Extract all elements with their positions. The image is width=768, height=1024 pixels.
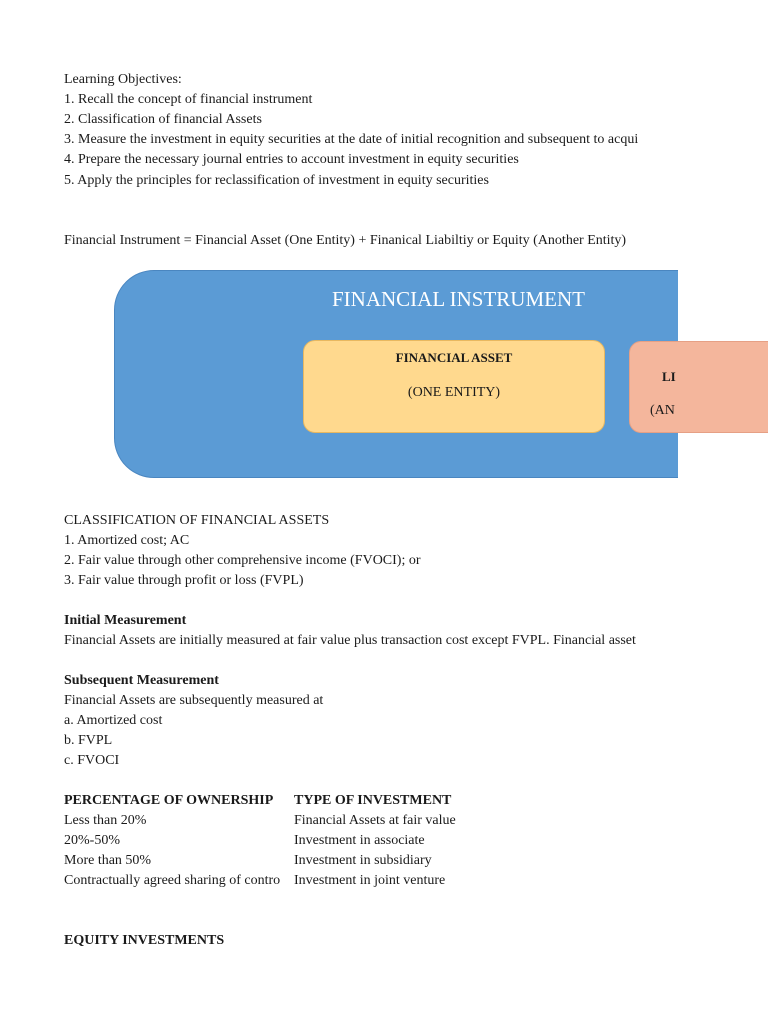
financial-liability-title: LI [662, 369, 676, 384]
financial-instrument-title: FINANCIAL INSTRUMENT [332, 287, 585, 311]
initial-measurement-heading: Initial Measurement [64, 613, 187, 628]
subsequent-item: a. Amortized cost [64, 713, 163, 728]
objectives-heading: Learning Objectives: [64, 72, 182, 87]
financial-liability-box [629, 341, 768, 433]
subsequent-measurement-intro: Financial Assets are subsequently measured at [64, 693, 324, 708]
classification-item: 3. Fair value through profit or loss (FVPL) [64, 573, 304, 588]
initial-measurement-text: Financial Assets are initially measured at fair value plus transaction cost except FVPL. Financial asset [64, 633, 636, 648]
financial-asset-title: FINANCIAL ASSET [395, 350, 513, 365]
financial-liability-subtitle: (AN [650, 403, 675, 418]
subsequent-item: c. FVOCI [64, 753, 120, 768]
classification-item: 2. Fair value through other comprehensive income (FVOCI); or [64, 553, 421, 568]
table-cell: Financial Assets at fair value [294, 813, 456, 828]
subsequent-measurement-heading: Subsequent Measurement [64, 673, 219, 688]
subsequent-item: b. FVPL [64, 733, 113, 748]
equation-text: Financial Instrument = Financial Asset (One Entity) + Finanical Liabiltiy or Equity (Another Entity) [64, 233, 627, 248]
table-header-type: TYPE OF INVESTMENT [294, 793, 452, 808]
objective-item: 4. Prepare the necessary journal entries to account investment in equity securities [64, 152, 519, 167]
financial-asset-box [303, 340, 605, 433]
financial-asset-subtitle: (ONE ENTITY) [407, 385, 501, 400]
objective-item: 1. Recall the concept of financial instrument [64, 92, 313, 107]
classification-heading: CLASSIFICATION OF FINANCIAL ASSETS [64, 513, 330, 528]
objective-item: 5. Apply the principles for reclassification of investment in equity securities [64, 173, 489, 188]
table-cell: Investment in associate [294, 833, 425, 848]
classification-item: 1. Amortized cost; AC [64, 533, 190, 548]
objective-item: 2. Classification of financial Assets [64, 112, 262, 127]
table-cell: Less than 20% [64, 813, 147, 828]
table-cell: More than 50% [64, 853, 152, 868]
objective-item: 3. Measure the investment in equity securities at the date of initial recognition and subsequent to acqui [64, 132, 639, 147]
table-cell: Investment in joint venture [294, 873, 446, 888]
table-cell: Contractually agreed sharing of contro [64, 873, 281, 888]
equity-investments-heading: EQUITY INVESTMENTS [64, 933, 225, 948]
table-cell: Investment in subsidiary [294, 853, 432, 868]
table-header-ownership: PERCENTAGE OF OWNERSHIP [64, 793, 274, 808]
table-cell: 20%-50% [64, 833, 120, 848]
